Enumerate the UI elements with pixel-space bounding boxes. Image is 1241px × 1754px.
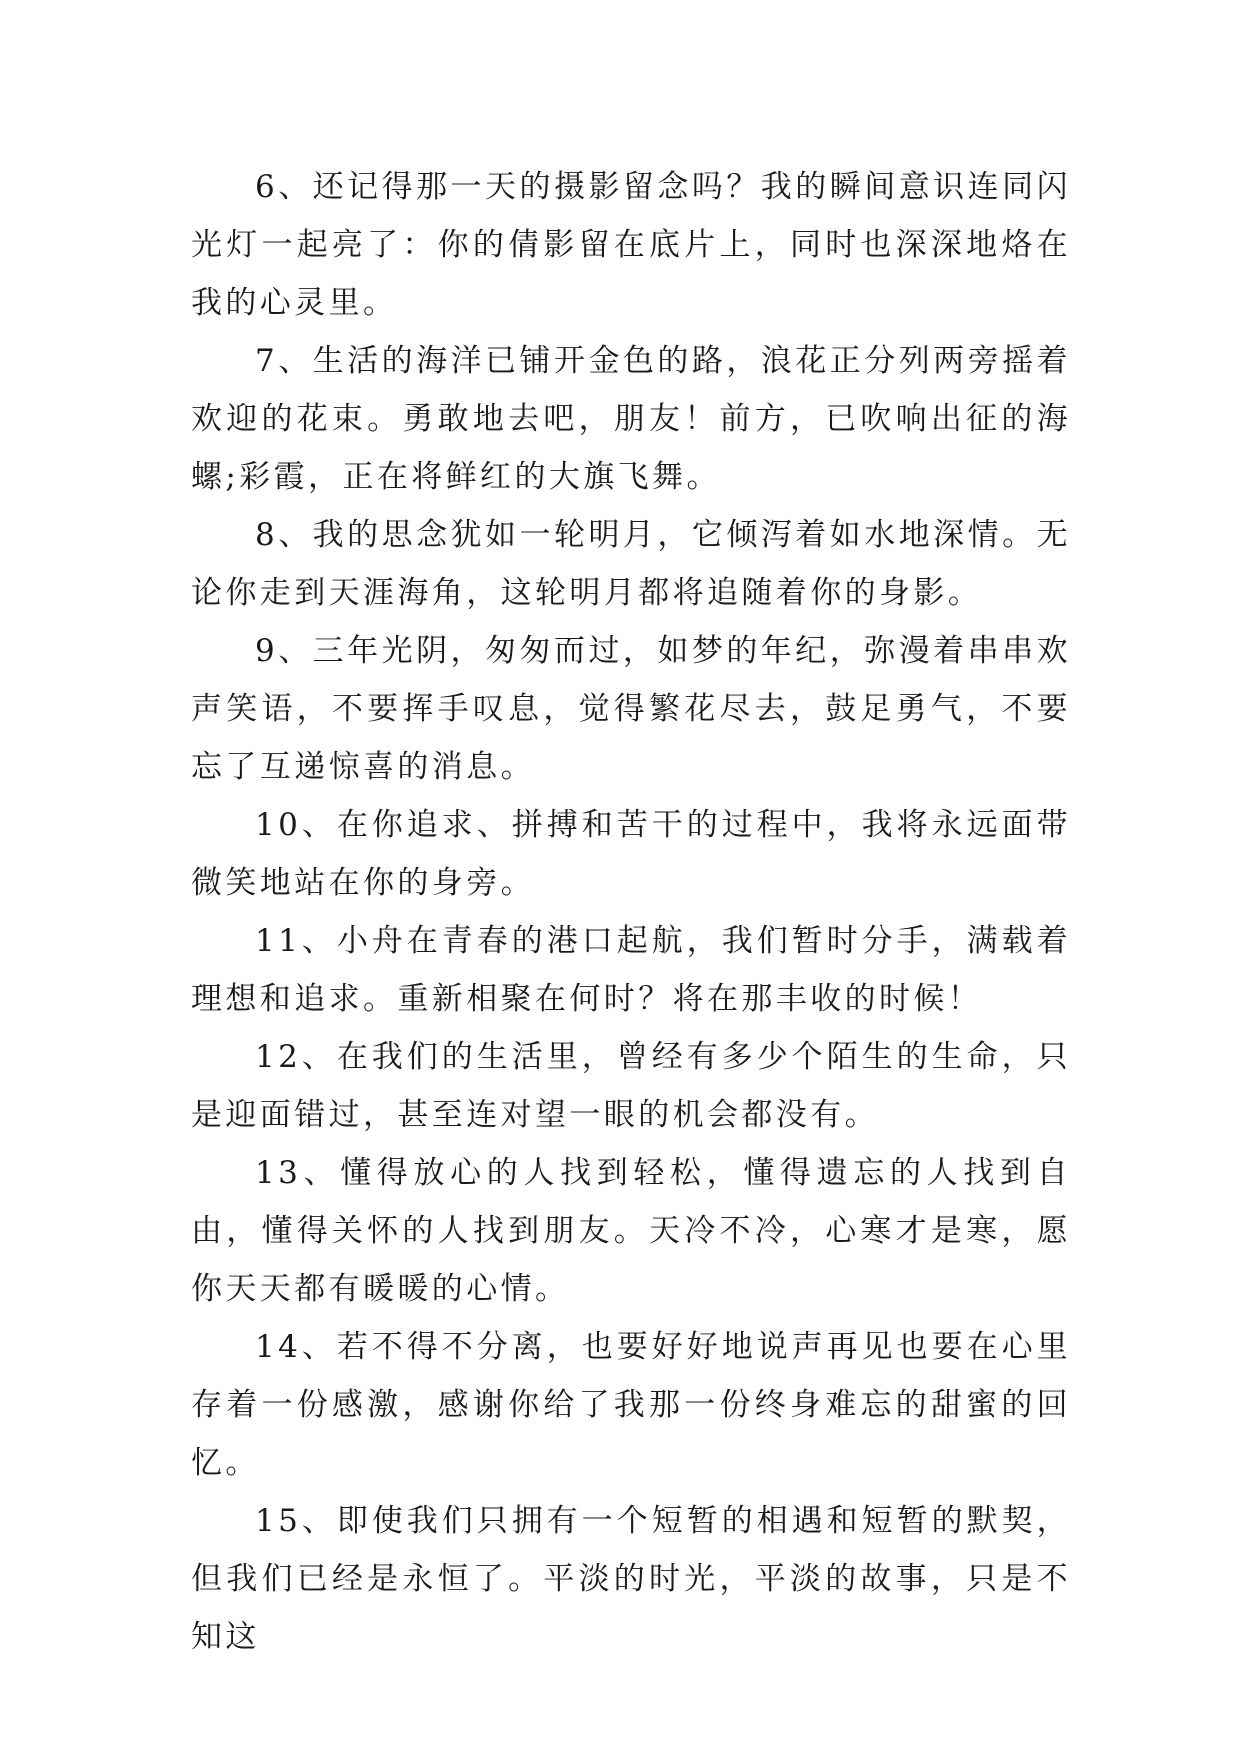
paragraph-14: 14、若不得不分离，也要好好地说声再见也要在心里存着一份感激，感谢你给了我那一份终身难忘的甜蜜的回忆。: [191, 1329, 1071, 1481]
document-body: [191, 158, 1071, 1666]
paragraph-10: 10、在你追求、拼搏和苦干的过程中，我将永远面带微笑地站在你的身旁。: [191, 807, 1071, 901]
paragraph-9: 9、三年光阴，匆匆而过，如梦的年纪，弥漫着串串欢声笑语，不要挥手叹息，觉得繁花尽去，鼓足勇气，不要忘了互递惊喜的消息。: [191, 633, 1071, 785]
paragraph-12: 12、在我们的生活里，曾经有多少个陌生的生命，只是迎面错过，甚至连对望一眼的机会都没有。: [191, 1039, 1071, 1133]
paragraph-7: 7、生活的海洋已铺开金色的路，浪花正分列两旁摇着欢迎的花束。勇敢地去吧，朋友！前方，已吹响出征的海螺;彩霞，正在将鲜红的大旗飞舞。: [191, 343, 1071, 495]
paragraph-8: 8、我的思念犹如一轮明月，它倾泻着如水地深情。无论你走到天涯海角，这轮明月都将追随着你的身影。: [191, 517, 1071, 611]
paragraph-15: 15、即使我们只拥有一个短暂的相遇和短暂的默契，但我们已经是永恒了。平淡的时光，平淡的故事，只是不知这: [191, 1503, 1071, 1655]
paragraph-6: 6、还记得那一天的摄影留念吗？我的瞬间意识连同闪光灯一起亮了：你的倩影留在底片上，同时也深深地烙在我的心灵里。: [191, 169, 1071, 321]
paragraph-13: 13、懂得放心的人找到轻松，懂得遗忘的人找到自由，懂得关怀的人找到朋友。天冷不冷，心寒才是寒，愿你天天都有暖暖的心情。: [191, 1155, 1071, 1307]
paragraph-11: 11、小舟在青春的港口起航，我们暂时分手，满载着理想和追求。重新相聚在何时？将在那丰收的时候！: [191, 923, 1071, 1017]
